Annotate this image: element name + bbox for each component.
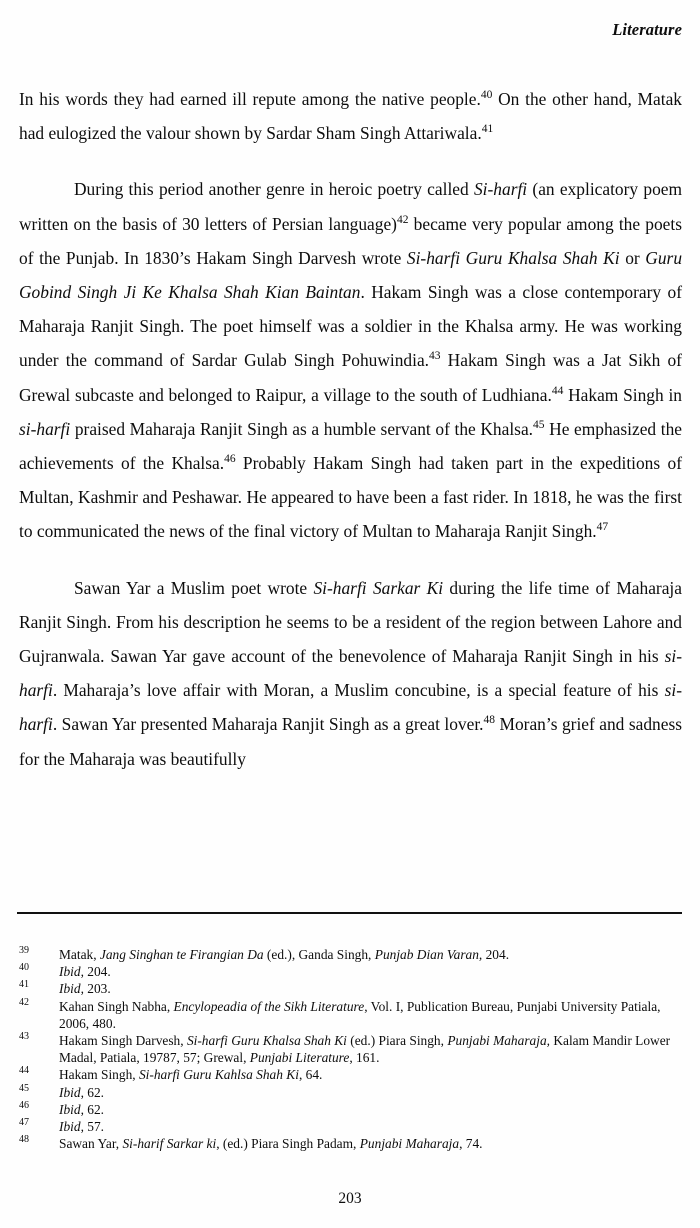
footnote-entry — [19, 1135, 682, 1152]
footnote-number[interactable]: 40 — [19, 962, 29, 974]
text-run: Moran’s grief and sadness for the Maharaja was beautifully — [19, 714, 682, 769]
text-run: Sawan Yar a Muslim poet wrote — [74, 577, 314, 598]
footnote-reference[interactable]: 48 — [483, 714, 496, 727]
footnote-number[interactable]: 43 — [19, 1031, 29, 1043]
footnote-entry — [19, 1066, 682, 1083]
footnote-reference[interactable]: 45 — [533, 419, 545, 432]
text-run: Hakam Singh was a Jat Sikh of Grewal subcaste and belonged to Raipur, a village to the south of Ludhiana. — [19, 350, 682, 405]
footnote-entry — [19, 963, 682, 980]
italic-run: si-harfi — [19, 680, 682, 735]
italic-run: Si-harif Sarkar ki — [122, 1136, 217, 1152]
text-run: , 204. — [80, 964, 111, 980]
footnote-number[interactable]: 42 — [19, 996, 29, 1008]
italic-run: Punjab Dian Varan, — [374, 947, 483, 962]
footnote-reference[interactable]: 47 — [596, 521, 609, 534]
footnote-entry — [19, 980, 682, 997]
text-run: praised Maharaja Ranjit Singh as a humble servant of the Khalsa. — [70, 418, 534, 439]
text-run: , 161. — [349, 1050, 380, 1066]
text-run: (ed.), Ganda Singh, — [263, 947, 375, 962]
footnote-reference[interactable]: 43 — [429, 350, 441, 363]
italic-run: si-harfi — [19, 418, 71, 439]
text-run: or — [619, 247, 646, 268]
text-run: He emphasized the achievements of the Khalsa. — [19, 418, 682, 474]
text-run: Probably Hakam Singh had taken part in the expeditions of Multan, Kashmir and Peshawar. He appeared to have been a fast rider. In 1818, he was the first to communicated the news of the final victory of Multan to Maharaja Ranjit Singh. — [19, 453, 682, 542]
footnote-number[interactable]: 41 — [19, 979, 29, 991]
footnote-reference[interactable]: 44 — [551, 384, 564, 397]
text-run: , 203. — [80, 981, 111, 997]
text-run: Hakam Singh, — [59, 1067, 139, 1083]
text-run: (an explicatory poem written on the basis of 30 letters of Persian language) — [19, 179, 683, 234]
text-run: , (ed.) Piara Singh Padam, — [216, 1136, 360, 1152]
text-run: , 64. — [298, 1067, 323, 1083]
footnote-reference[interactable]: 42 — [396, 213, 409, 226]
footnote-list — [19, 946, 682, 1152]
italic-run: Ibid — [59, 1119, 81, 1135]
italic-run: Si-harfi Guru Khalsa Shah Ki — [186, 1033, 347, 1049]
text-run: (ed.) Piara Singh, — [346, 1033, 448, 1049]
italic-run: Ibid — [59, 1101, 81, 1117]
footnote-entry — [19, 1084, 682, 1101]
footnote-number[interactable]: 48 — [19, 1134, 29, 1146]
text-run: Hakam Singh in — [563, 384, 682, 405]
body-paragraph — [19, 571, 682, 776]
page-number: 203 — [338, 1190, 362, 1207]
text-run: , 62. — [80, 1101, 105, 1117]
text-run: 204. — [482, 947, 510, 962]
text-run: , 74. — [459, 1136, 483, 1152]
text-run: Matak, — [59, 947, 100, 962]
footnote-text — [59, 1084, 682, 1101]
italic-run: si-harfi — [19, 646, 682, 701]
footnote-text — [59, 1066, 682, 1083]
text-run: In his words they had earned ill repute among the native people. — [19, 89, 481, 109]
footnote-reference[interactable]: 41 — [481, 123, 494, 136]
italic-run: Si-harfi Sarkar Ki — [313, 577, 444, 598]
italic-run: Guru Gobind Singh Ji Ke Khalsa Shah Kian Baintan — [19, 247, 683, 303]
italic-run: Encylopeadia of the Sikh Literature — [173, 998, 365, 1014]
footnote-text — [59, 980, 682, 997]
body-paragraph — [19, 82, 682, 150]
italic-run: Jang Singhan te Firangian Da — [99, 947, 264, 962]
footnote-text — [59, 1032, 682, 1066]
footnote-entry — [19, 1101, 682, 1118]
italic-run: Ibid — [59, 981, 81, 997]
text-run: Kalam Mandir Lower Madal, Patiala, 19787, 57; Grewal, — [59, 1033, 671, 1066]
running-head: Literature — [612, 20, 682, 39]
footnote-reference[interactable]: 40 — [480, 89, 493, 102]
text-run: during the life time of Maharaja Ranjit Singh. From his description he seems to be a resident of the region between Lahore and Gujranwala. Sawan Yar gave account of the benevolence of Maharaja Ranjit Singh in his — [19, 577, 682, 667]
italic-run: Si-harfi — [473, 179, 528, 200]
text-run: Hakam Singh Darvesh, — [59, 1033, 187, 1049]
italic-run: Ibid — [59, 1084, 81, 1100]
footnote-text — [59, 963, 682, 980]
footnote-entry — [19, 946, 682, 963]
footnote-text — [59, 1118, 682, 1135]
footnote-text — [59, 1101, 682, 1118]
footnote-text — [59, 946, 682, 963]
text-run: . Hakam Singh was a close contemporary of Maharaja Ranjit Singh. The poet himself was a soldier in the Khalsa army. He was working under the command of Sardar Gulab Singh Pohuwindia. — [19, 282, 682, 371]
footnote-number[interactable]: 46 — [19, 1099, 29, 1111]
text-run: , 62. — [80, 1084, 105, 1100]
text-run: Kahan Singh Nabha, — [59, 998, 174, 1014]
footnote-number[interactable]: 39 — [19, 945, 29, 956]
body-text-column — [19, 82, 682, 776]
italic-run: Punjabi Literature — [249, 1050, 350, 1066]
text-run: . Maharaja’s love affair with Moran, a Muslim concubine, is a special feature of his — [52, 680, 665, 701]
text-run: , Vol. I, Publication Bureau, Punjabi University Patiala, 2006, 480. — [59, 998, 661, 1031]
footnote-entry — [19, 998, 682, 1032]
text-run: Sawan Yar, — [59, 1136, 123, 1152]
footnote-text — [59, 998, 682, 1032]
footnote-number[interactable]: 47 — [19, 1117, 29, 1129]
footnote-text — [59, 1135, 682, 1152]
footnote-reference[interactable]: 46 — [224, 453, 236, 466]
text-run: . Sawan Yar presented Maharaja Ranjit Singh as a great lover. — [52, 714, 484, 735]
body-paragraph — [19, 172, 682, 548]
footnote-number[interactable]: 45 — [19, 1082, 29, 1094]
footnote-number[interactable]: 44 — [19, 1065, 29, 1077]
italic-run: Si-harfi Guru Khalsa Shah Ki — [406, 247, 620, 268]
italic-run: Punjabi Maharaja — [359, 1136, 460, 1152]
italic-run: Si-harfi Guru Kahlsa Shah Ki — [138, 1067, 299, 1083]
text-run: During this period another genre in heroic poetry called — [74, 179, 474, 200]
footnote-entry — [19, 1118, 682, 1135]
italic-run: Punjabi Maharaja, — [447, 1033, 550, 1049]
text-run: , 57. — [80, 1119, 105, 1135]
footnote-separator-rule — [17, 912, 682, 914]
footnote-entry — [19, 1032, 682, 1066]
italic-run: Ibid — [59, 964, 81, 980]
text-run: On the other hand, Matak had eulogized the valour shown by Sardar Sham Singh Attariwala. — [19, 89, 682, 144]
text-run: became very popular among the poets of the Punjab. In 1830’s Hakam Singh Darvesh wrote — [19, 213, 682, 268]
